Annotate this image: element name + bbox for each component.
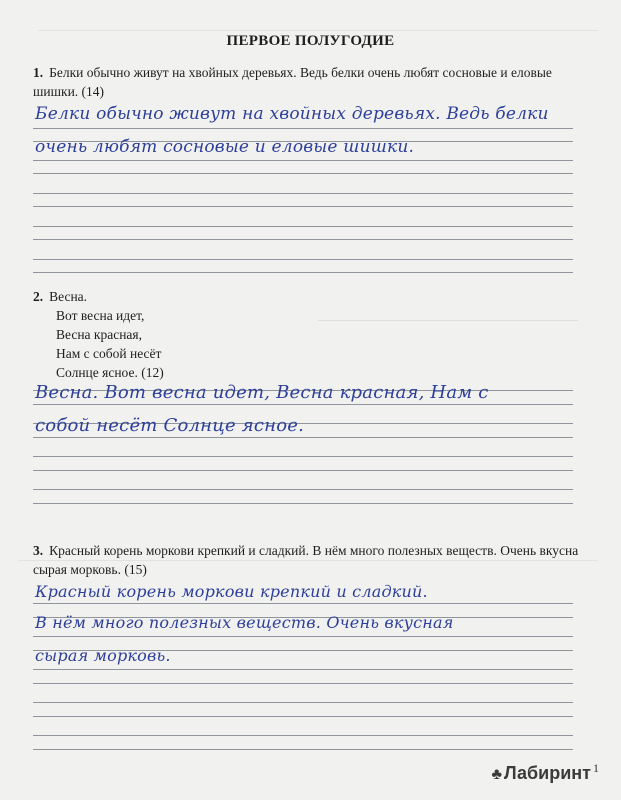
logo-text: Лабиринт (503, 763, 591, 783)
writing-line (33, 716, 573, 717)
writing-line (33, 636, 573, 637)
writing-line (33, 603, 573, 604)
poem-line: Вот весна идет, (56, 308, 145, 323)
page-title: ПЕРВОЕ ПОЛУГОДИЕ (226, 33, 395, 49)
writing-line (33, 226, 573, 227)
writing-line (33, 259, 573, 260)
writing-line (33, 173, 573, 174)
writing-line (33, 128, 573, 129)
task-3-number: 3. (33, 543, 44, 558)
task-1-handwriting-line-1: Белки обычно живут на хвойных деревьях. Ведь белки (35, 104, 549, 124)
writing-line (33, 489, 573, 490)
writing-line (33, 272, 573, 273)
task-3-handwriting-line-1: Красный корень моркови крепкий и сладкий. (35, 582, 428, 601)
poem-line: Солнце ясное. (12) (56, 365, 164, 380)
writing-line (33, 735, 573, 736)
task-3 (33, 541, 581, 579)
writing-line (33, 437, 573, 438)
task-2-title: Весна. (49, 289, 88, 304)
writing-line (33, 683, 573, 684)
task-1-handwriting-line-2: очень любят сосновые и еловые шишки. (35, 137, 415, 157)
poem-line: Нам с собой несёт (56, 346, 162, 361)
task-1-number: 1. (33, 65, 44, 80)
task-2-handwriting-line-1: Весна. Вот весна идет, Весна красная, Нам с (35, 382, 489, 403)
task-3-text: Красный корень моркови крепкий и сладкий. В нём много полезных веществ. Очень вкусна сырая морковь. (15) (33, 543, 579, 577)
writing-line (33, 470, 573, 471)
writing-line (33, 404, 573, 405)
writing-line (33, 206, 573, 207)
writing-line (33, 669, 573, 670)
labyrinth-logo-icon: ♣ (491, 766, 502, 783)
task-2-poem (56, 306, 164, 382)
task-3-handwriting-line-3: сырая морковь. (35, 646, 171, 665)
writing-line (33, 193, 573, 194)
poem-line: Весна красная, (56, 327, 143, 342)
page-number: 1 (593, 761, 599, 775)
publisher-logo (491, 763, 591, 784)
writing-line (33, 503, 573, 504)
writing-line (33, 749, 573, 750)
task-1 (33, 63, 581, 101)
writing-line (33, 702, 573, 703)
task-1-text: Белки обычно живут на хвойных деревьях. Ведь белки очень любят сосновые и еловые шишки. (14) (33, 65, 552, 99)
task-3-handwriting-line-2: В нём много полезных веществ. Очень вкусная (35, 613, 454, 632)
task-2-number: 2. (33, 289, 44, 304)
task-2 (33, 287, 581, 306)
writing-line (33, 456, 573, 457)
writing-line (33, 160, 573, 161)
task-2-handwriting-line-2: собой несёт Солнце ясное. (35, 415, 305, 436)
writing-line (33, 239, 573, 240)
